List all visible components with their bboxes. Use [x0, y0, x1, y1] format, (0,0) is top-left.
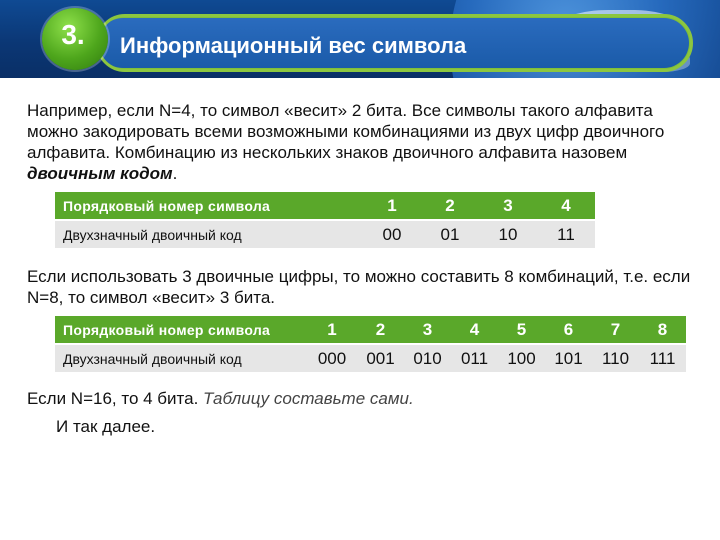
table-row: [55, 344, 686, 372]
section-number-badge: [42, 8, 108, 70]
sixteen-text: Если N=16, то 4 бита.: [27, 389, 204, 408]
table-cell: 100: [498, 344, 545, 372]
page-title: Информационный вес символа: [120, 33, 467, 58]
section-number: 3.: [61, 19, 85, 50]
table-cell: 1: [307, 316, 357, 344]
sixteen-paragraph: [27, 388, 414, 409]
table-cell: 4: [537, 192, 595, 220]
row-label: Двухзначный двоичный код: [55, 344, 307, 372]
table-cell: 6: [545, 316, 592, 344]
table-cell: 3: [479, 192, 537, 220]
table-cell: 010: [404, 344, 451, 372]
task-hint: Таблицу составьте сами.: [203, 389, 414, 408]
table-cell: 000: [307, 344, 357, 372]
row-label: Порядковый номер символа: [55, 316, 307, 344]
table-cell: 8: [639, 316, 686, 344]
row-label: Двухзначный двоичный код: [55, 220, 363, 248]
table-row: [55, 192, 595, 220]
table-cell: 5: [498, 316, 545, 344]
table-cell: 7: [592, 316, 639, 344]
table-cell: 2: [421, 192, 479, 220]
table-cell: 01: [421, 220, 479, 248]
three-bit-paragraph: Если использовать 3 двоичные цифры, то можно составить 8 комбинаций, т.е. если N=8, то символ «весит» 3 бита.: [27, 267, 691, 307]
table-cell: 00: [363, 220, 421, 248]
intro-paragraph: [27, 100, 667, 184]
row-label: Порядковый номер символа: [55, 192, 363, 220]
table-cell: 3: [404, 316, 451, 344]
table-cell: 110: [592, 344, 639, 372]
table-cell: 011: [451, 344, 498, 372]
intro-end: .: [172, 164, 178, 183]
three-bit-table: [55, 316, 686, 372]
table-row: [55, 316, 686, 344]
intro-text: Например, если N=4, то символ «весит» 2 бита. Все символы такого алфавита можно закодировать всеми возможными комбинациями из двух цифр двоичного алфавита. Комбинацию из нескольких знаков двоичного алфавита назовем: [27, 101, 665, 162]
table-cell: 2: [357, 316, 404, 344]
table-cell: 10: [479, 220, 537, 248]
binary-code-term: двоичным кодом: [27, 164, 173, 183]
table-cell: 111: [639, 344, 686, 372]
table-cell: 1: [363, 192, 421, 220]
table-cell: 001: [357, 344, 404, 372]
table-row: [55, 220, 595, 248]
table-cell: 101: [545, 344, 592, 372]
table-cell: 4: [451, 316, 498, 344]
closing-line: И так далее.: [56, 417, 156, 436]
table-cell: 11: [537, 220, 595, 248]
two-bit-table: [55, 192, 595, 248]
header-banner: [0, 0, 720, 78]
